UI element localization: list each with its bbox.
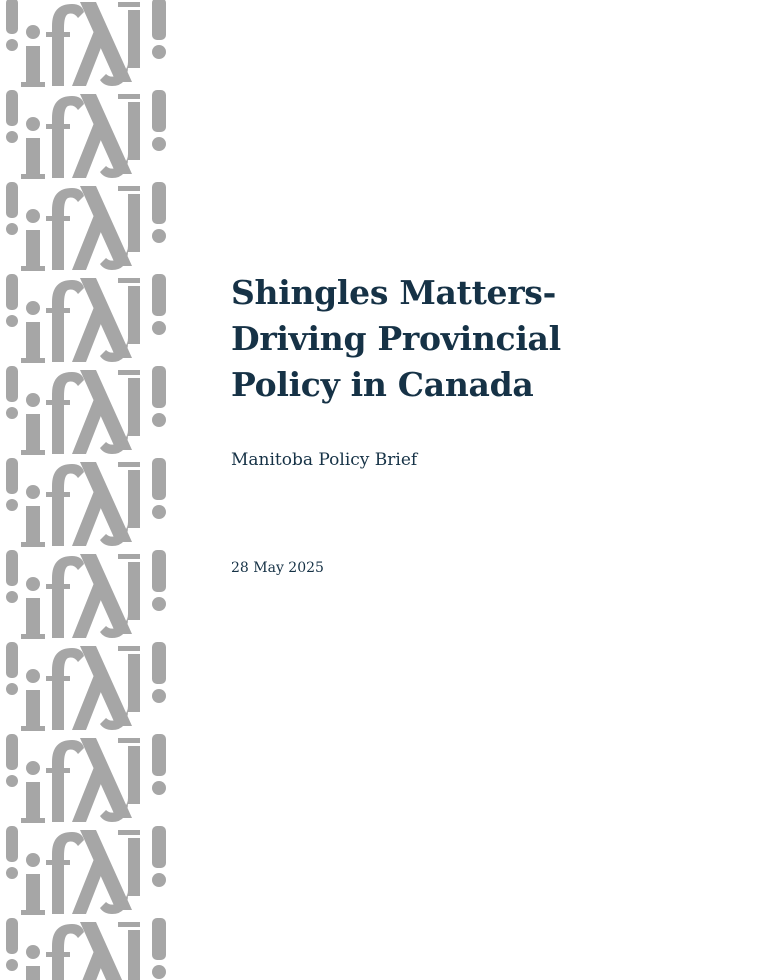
- logo-pattern-strip: [0, 0, 178, 980]
- logo-monogram-icon: [0, 0, 178, 980]
- document-title: [231, 270, 731, 408]
- document-subtitle: Manitoba Policy Brief: [231, 450, 418, 470]
- title-line-2: Driving Provincial: [231, 319, 561, 358]
- document-date: 28 May 2025: [231, 560, 324, 576]
- title-line-3: Policy in Canada: [231, 365, 534, 404]
- title-line-1: Shingles Matters-: [231, 273, 556, 312]
